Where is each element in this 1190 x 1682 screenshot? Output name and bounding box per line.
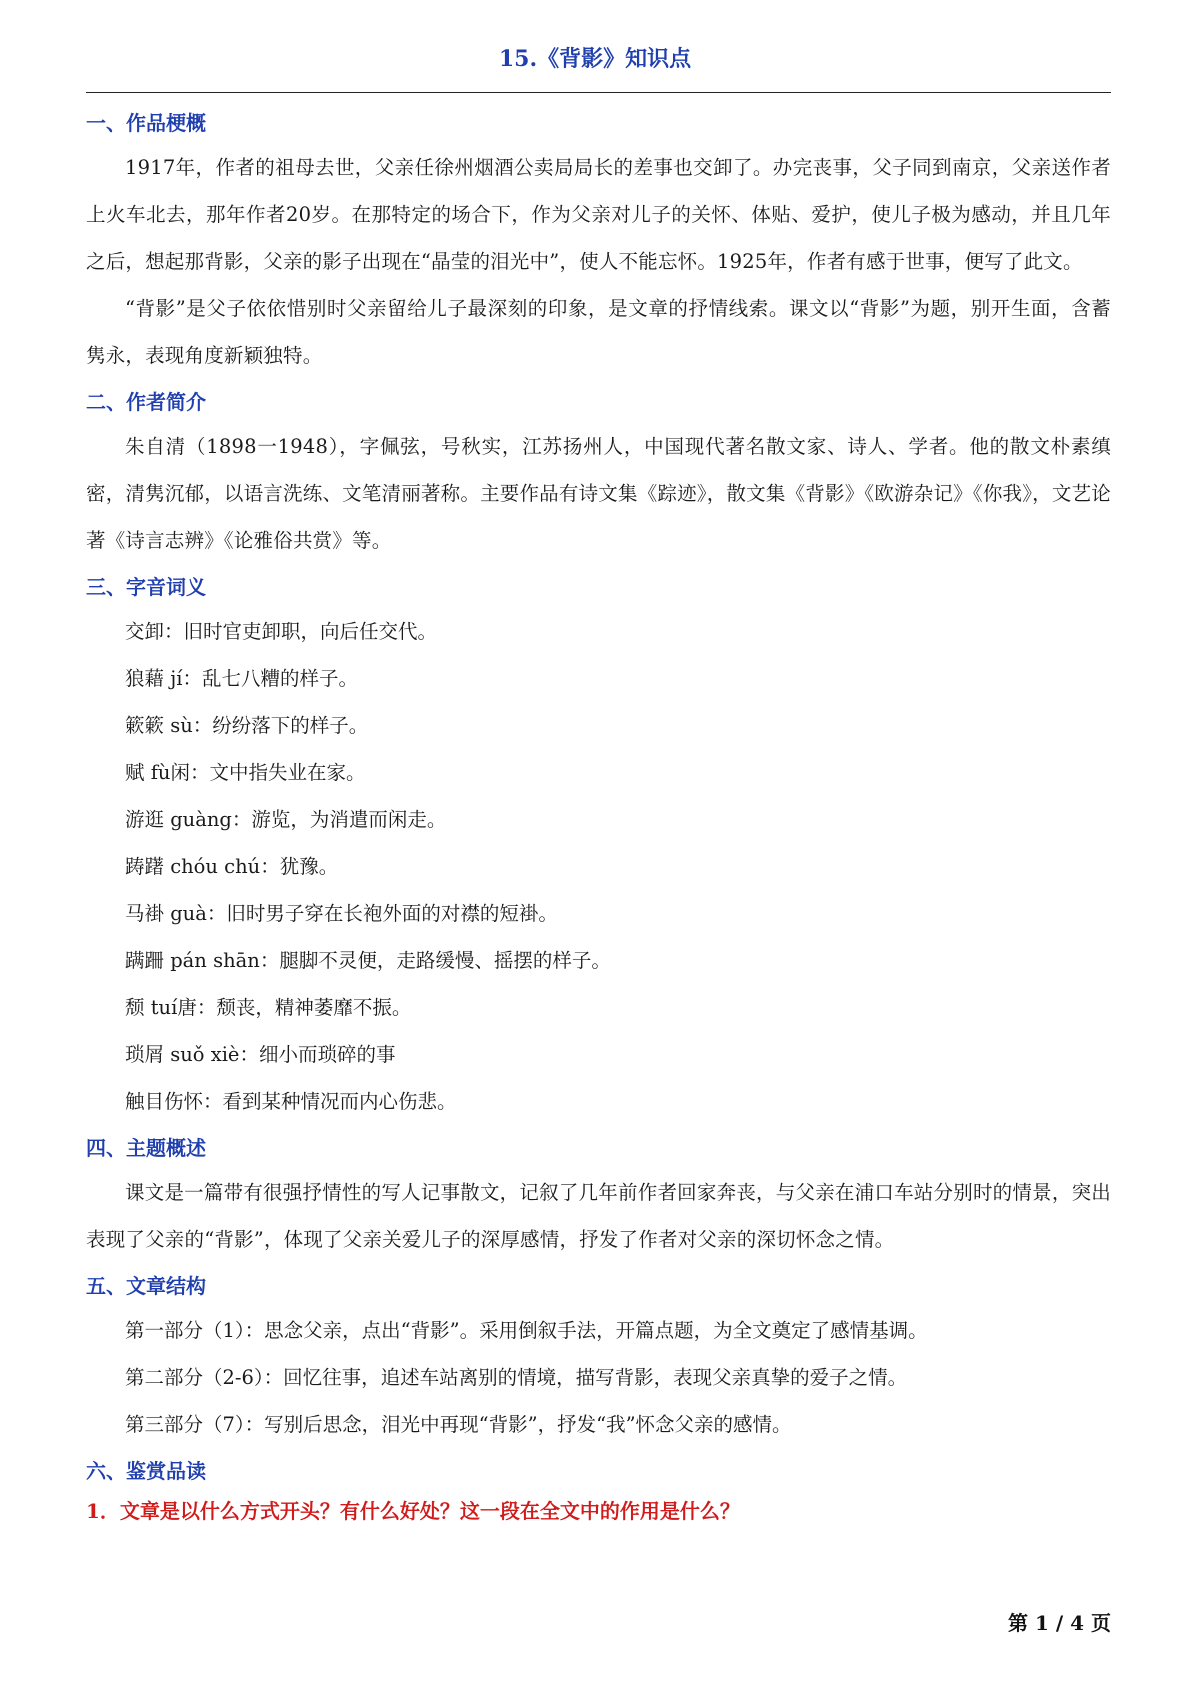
section-heading-appreciation: 六、鉴赏品读 xyxy=(86,1459,206,1483)
vocab-item: 游逛 guàng：游览，为消遣而闲走。 xyxy=(125,808,447,831)
vocab-item: 狼藉 jí：乱七八糟的样子。 xyxy=(125,667,358,690)
structure-item: 第一部分（1）：思念父亲，点出“背影”。采用倒叙手法，开篇点题，为全文奠定了感情基调。 xyxy=(125,1319,928,1342)
vocab-item: 踌躇 chóu chú：犹豫。 xyxy=(125,855,339,878)
vocab-item: 赋 fù闲：文中指失业在家。 xyxy=(125,761,366,784)
question-1: 1．文章是以什么方式开头？有什么好处？这一段在全文中的作用是什么？ xyxy=(86,1499,740,1523)
section-heading-vocabulary: 三、字音词义 xyxy=(86,575,206,599)
vocab-item: 马褂 guà：旧时男子穿在长袍外面的对襟的短褂。 xyxy=(125,902,558,925)
author-paragraph: 朱自清（1898一1948），字佩弦，号秋实，江苏扬州人，中国现代著名散文家、诗人、学者。他的散文朴素缜密，清隽沉郁，以语言洗练、文笔清丽著称。主要作品有诗文集《踪迹》，散文集《背影》《欧游杂记》《你我》，文艺论著《诗言志辨》《论雅俗共赏》等。 xyxy=(86,435,1111,552)
section-heading-summary: 一、作品梗概 xyxy=(86,111,206,135)
title-divider xyxy=(86,92,1111,93)
summary-paragraph-2: “背影”是父子依依惜别时父亲留给儿子最深刻的印象，是文章的抒情线索。课文以“背影”为题，别开生面，含蓄隽永，表现角度新颖独特。 xyxy=(86,297,1111,367)
document-body xyxy=(86,100,1111,1528)
section-heading-structure: 五、文章结构 xyxy=(86,1274,206,1298)
structure-item: 第三部分（7）：写别后思念，泪光中再现“背影”，抒发“我”怀念父亲的感情。 xyxy=(125,1413,792,1436)
structure-item: 第二部分（2-6）：回忆往事，追述车站离别的情境，描写背影，表现父亲真挚的爱子之情。 xyxy=(125,1366,908,1389)
vocab-item: 簌簌 sù：纷纷落下的样子。 xyxy=(125,714,369,737)
summary-paragraph-1: 1917年，作者的祖母去世，父亲任徐州烟酒公卖局局长的差事也交卸了。办完丧事，父子同到南京，父亲送作者上火车北去，那年作者20岁。在那特定的场合下，作为父亲对儿子的关怀、体贴、爱护，使儿子极为感动，并且几年之后，想起那背影，父亲的影子出现在“晶莹的泪光中”，使人不能忘怀。1925年，作者有感于世事，便写了此文。 xyxy=(86,156,1111,273)
section-heading-author: 二、作者简介 xyxy=(86,390,206,414)
vocab-item: 蹒跚 pán shān：腿脚不灵便，走路缓慢、摇摆的样子。 xyxy=(125,949,611,972)
vocab-item: 触目伤怀：看到某种情况而内心伤悲。 xyxy=(125,1090,457,1113)
document-title: 15.《背影》知识点 xyxy=(498,46,692,72)
section-heading-theme: 四、主题概述 xyxy=(86,1136,206,1160)
page-number: 第 1 / 4 页 xyxy=(1008,1611,1111,1635)
vocab-item: 琐屑 suǒ xiè：细小而琐碎的事 xyxy=(125,1043,396,1066)
vocab-item: 交卸：旧时官吏卸职，向后任交代。 xyxy=(125,620,438,643)
theme-paragraph: 课文是一篇带有很强抒情性的写人记事散文，记叙了几年前作者回家奔丧，与父亲在浦口车站分别时的情景，突出表现了父亲的“背影”，体现了父亲关爱儿子的深厚感情，抒发了作者对父亲的深切怀念之情。 xyxy=(86,1181,1111,1251)
vocab-item: 颓 tuí唐：颓丧，精神萎靡不振。 xyxy=(125,996,412,1019)
